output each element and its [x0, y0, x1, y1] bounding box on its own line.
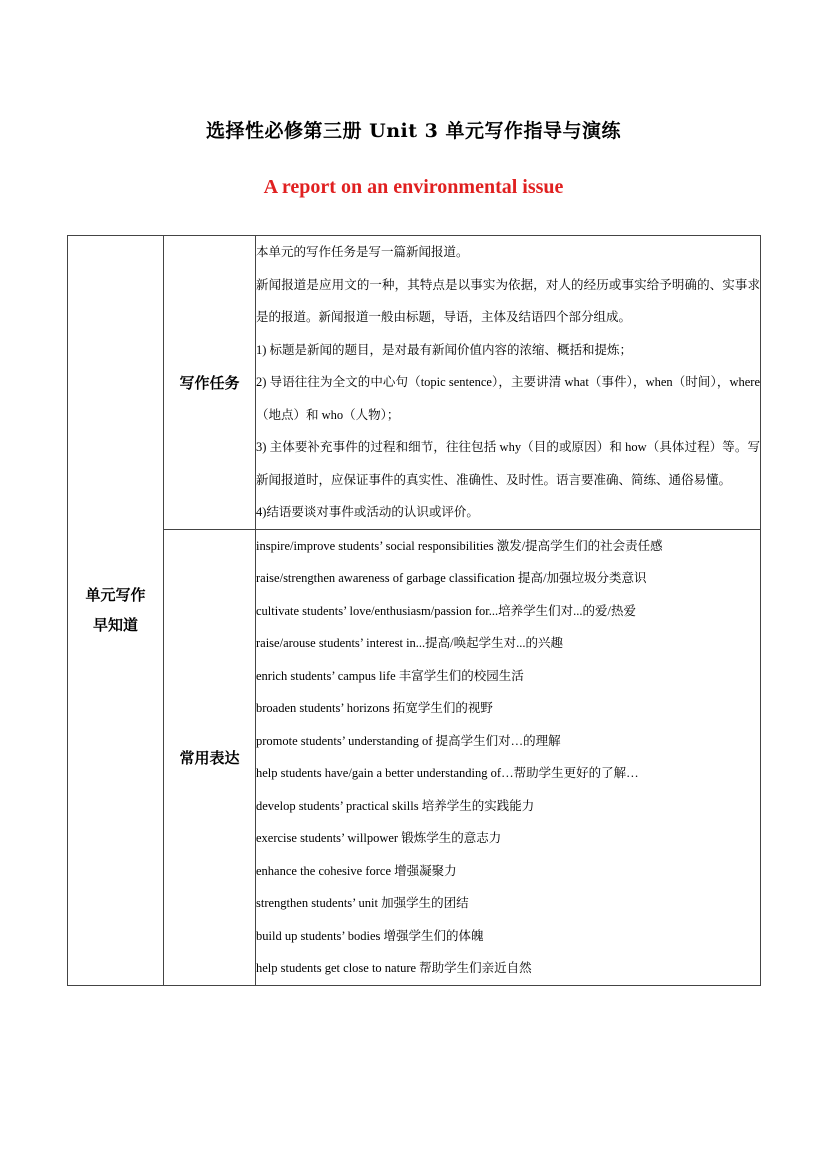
expression-item: build up students’ bodies 增强学生们的体魄	[256, 928, 484, 943]
expressions-content-cell	[256, 529, 761, 985]
task-paragraph: 本单元的写作任务是写一篇新闻报道。	[256, 245, 469, 259]
expression-item: exercise students’ willpower 锻炼学生的意志力	[256, 831, 502, 845]
task-content-cell	[256, 236, 761, 530]
task-paragraph: 4)结语要谈对事件或活动的认识或评价。	[256, 505, 479, 519]
table-row-task	[68, 236, 761, 530]
expression-item: inspire/improve students’ social responsibilities 激发/提高学生们的社会责任感	[256, 538, 663, 553]
document-subtitle: A report on an environmental issue	[263, 176, 564, 198]
expression-list	[256, 530, 760, 985]
expression-item: cultivate students’ love/enthusiasm/passion for...培养学生们对...的爱/热爱	[256, 603, 636, 618]
expression-item: enrich students’ campus life 丰富学生们的校园生活	[256, 668, 524, 683]
expression-item: help students get close to nature 帮助学生们亲近自然	[256, 961, 532, 975]
task-paragraph: 1) 标题是新闻的题目，是对最有新闻价值内容的浓缩、概括和提炼；	[256, 342, 633, 357]
row-label-task-cell	[164, 236, 256, 530]
task-content	[256, 236, 760, 529]
expression-item: develop students’ practical skills 培养学生的实践能力	[256, 798, 535, 813]
section-label: 单元写作早知道	[85, 586, 146, 635]
section-label-cell	[68, 236, 164, 986]
expression-item: raise/strengthen awareness of garbage classification 提高/加强垃圾分类意识	[256, 571, 647, 585]
row-label-task: 写作任务	[179, 373, 240, 392]
row-label-expressions: 常用表达	[179, 748, 240, 767]
expression-item: promote students’ understanding of 提高学生们对…的理解	[256, 733, 561, 748]
task-paragraph: 3) 主体要补充事件的过程和细节，往往包括 why（目的或原因）和 how（具体过程）等。写新闻报道时，应保证事件的真实性、准确性、及时性。语言要准确、简练、通俗易懂。	[256, 440, 760, 487]
table-row-expressions	[68, 529, 761, 985]
task-paragraph: 新闻报道是应用文的一种，其特点是以事实为依据，对人的经历或事实给予明确的、实事求是的报道。新闻报道一般由标题，导语，主体及结语四个部分组成。	[256, 277, 760, 324]
document-title: 选择性必修第三册 Unit 3 单元写作指导与演练	[206, 120, 621, 142]
expression-item: enhance the cohesive force 增强凝聚力	[256, 863, 457, 878]
expression-item: help students have/gain a better understanding of…帮助学生更好的了解…	[256, 766, 639, 780]
writing-guide-table	[67, 235, 761, 986]
expression-item: broaden students’ horizons 拓宽学生们的视野	[256, 701, 493, 715]
task-paragraph: 2) 导语往往为全文的中心句（topic sentence），主要讲清 what（事件），when（时间），where（地点）和 who（人物）；	[256, 375, 760, 422]
expression-item: strengthen students’ unit 加强学生的团结	[256, 896, 469, 910]
expression-item: raise/arouse students’ interest in...提高/唤起学生对...的兴趣	[256, 636, 564, 650]
row-label-expressions-cell	[164, 529, 256, 985]
